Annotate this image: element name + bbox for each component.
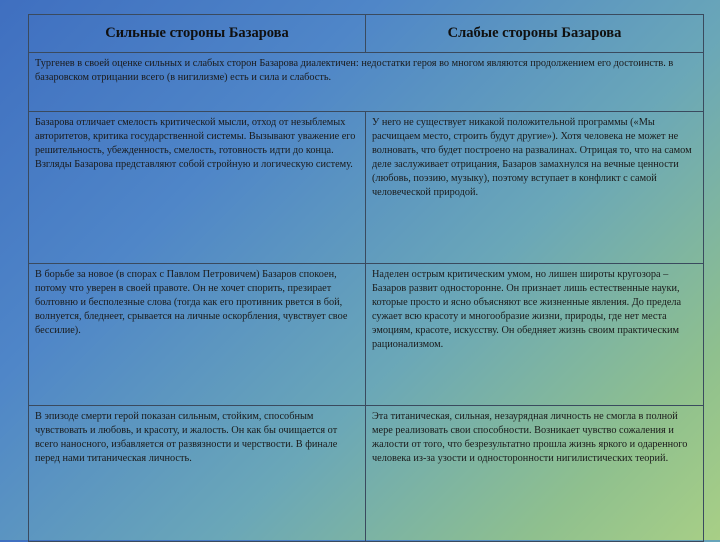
weakness-cell: Эта титаническая, сильная, незаурядная личность не смогла в полной мере реализовать свои способности. Возникает чувство сожаления и жалости от того, что безрезультатно прошла жизнь яркого и одаренного человека из-за узости и односторонности нигилистических теорий.	[372, 411, 688, 464]
weakness-cell: Наделен острым критическим умом, но лишен широты кругозора – Базаров развит односторонне. Он признает лишь естественные науки, которые просто и ясно объясняют все жизненные явления. До предела сужает всю красоту и многообразие жизни, природы, где нет места эмоциям, красоте, искусству. Он обедняет жизнь своим практическим рационализмом.	[372, 269, 682, 350]
table-row	[29, 406, 703, 541]
strength-cell: В борьбе за новое (в спорах с Павлом Петровичем) Базаров спокоен, потому что уверен в своей правоте. Он не хочет спорить, презирает болтовню и бесполезные слова (тогда как его противник рвется в бой, волнуется, бледнеет, срывается на личные оскорбления, чувствует свое бессилие).	[29, 264, 366, 405]
strength-cell: Базарова отличает смелость критической мысли, отход от незыблемых авторитетов, критика государственной системы. Вызывают уважение его решительность, убежденность, смелость, готовность идти до конца. Взгляды Базарова представляют собой стройную и логическую систему.	[29, 112, 366, 263]
table-row	[29, 264, 703, 406]
intro-row	[29, 53, 703, 112]
table-row	[29, 112, 703, 264]
comparison-table	[28, 14, 704, 542]
intro-text: Тургенев в своей оценке сильных и слабых сторон Базарова диалектичен: недостатки героя во многом являются продолжением его достоинств. в базаровском отрицании всего (в нигилизме) есть и сила и слабость.	[35, 58, 674, 83]
table-header-row	[29, 15, 703, 53]
header-weaknesses: Слабые стороны Базарова	[447, 25, 622, 41]
strength-cell: В эпизоде смерти герой показан сильным, стойким, способным чувствовать и любовь, и красоту, и жалость. Он как бы очищается от всего наносного, избавляется от развязности и черствости. В финале перед нами титаническая личность.	[29, 406, 366, 541]
header-strengths: Сильные стороны Базарова	[29, 15, 366, 52]
weakness-cell: У него не существует никакой положительной программы («Мы расчищаем место, строить будут другие»). Хотя человека не может не волновать, что будет построено на развалинах. Отрицая то, что на самом деле заслуживает отрицания, Базаров замахнулся на вечные ценности (любовь, поэзию, музыку), поэтому вступает в конфликт с самой человеческой природой.	[372, 117, 692, 198]
